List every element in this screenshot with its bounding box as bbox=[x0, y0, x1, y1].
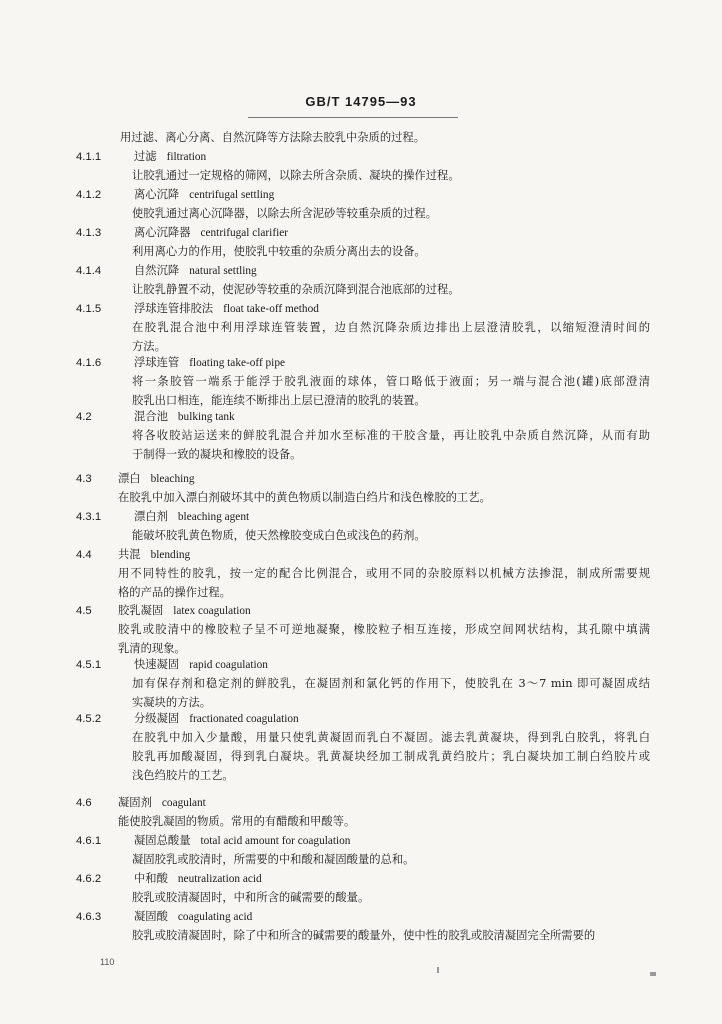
section-number: 4.3.1 bbox=[76, 511, 102, 523]
paragraph-line: 胶乳再加酸凝固，得到乳白凝块。乳黄凝块经加工制成乳黄绉胶片；乳白凝块加工制白绉胶片或 bbox=[132, 750, 650, 763]
term-heading bbox=[118, 796, 206, 810]
term-en: filtration bbox=[166, 151, 207, 163]
section-number: 4.6.3 bbox=[76, 911, 102, 923]
term-en: natural settling bbox=[189, 265, 257, 277]
term-en: centrifugal clarifier bbox=[200, 227, 288, 239]
term-zh: 快速凝固 bbox=[134, 658, 180, 671]
section-number: 4.1.3 bbox=[76, 227, 102, 239]
section-number: 4.2 bbox=[76, 411, 92, 423]
term-zh: 中和酸 bbox=[134, 872, 168, 885]
paragraph-line: 利用离心力的作用，使胶乳中较重的杂质分离出去的设备。 bbox=[132, 245, 426, 258]
term-zh: 离心沉降 bbox=[134, 188, 180, 201]
term-zh: 离心沉降器 bbox=[134, 226, 191, 239]
section-number: 4.3 bbox=[76, 473, 92, 485]
term-heading bbox=[134, 188, 274, 202]
paragraph-line: 用不同特性的胶乳，按一定的配合比例混合，或用不同的杂胶原料以机械方法掺混，制成所需要规 bbox=[118, 567, 650, 580]
paragraph-line: 在胶乳中加入漂白剂破坏其中的黄色物质以制造白绉片和浅色橡胶的工艺。 bbox=[118, 491, 491, 504]
term-en: coagulant bbox=[161, 797, 206, 809]
term-en: floating take-off pipe bbox=[189, 357, 285, 369]
paragraph-line: 将各收胶站运送来的鲜胶乳混合并加水至标准的干胶含量，再让胶乳中杂质自然沉降，从而有助 bbox=[132, 429, 650, 442]
term-en: fractionated coagulation bbox=[189, 713, 299, 725]
term-zh: 凝固酸 bbox=[134, 910, 168, 923]
term-en: total acid amount for coagulation bbox=[200, 835, 351, 847]
paragraph-line: 能使胶乳凝固的物质。常用的有醋酸和甲酸等。 bbox=[118, 815, 356, 828]
term-zh: 浮球连管 bbox=[134, 356, 180, 369]
term-en: blending bbox=[150, 549, 191, 561]
term-en: float take-off method bbox=[223, 303, 319, 315]
paragraph-line: 用过滤、离心分离、自然沉降等方法除去胶乳中杂质的过程。 bbox=[120, 131, 426, 144]
term-zh: 分级凝固 bbox=[134, 712, 180, 725]
term-heading bbox=[134, 226, 288, 240]
section-number: 4.6 bbox=[76, 797, 92, 809]
paragraph-line: 在胶乳中加入少量酸，用量只使乳黄凝固而乳白不凝固。滤去乳黄凝块，得到乳白胶乳，将乳白 bbox=[132, 731, 650, 744]
term-zh: 漂白剂 bbox=[134, 510, 168, 523]
paragraph-line: 胶乳或胶清凝固时，除了中和所含的碱需要的酸量外，使中性的胶乳或胶清凝固完全所需要的 bbox=[132, 929, 596, 942]
term-en: bleaching agent bbox=[177, 511, 250, 523]
term-heading bbox=[118, 548, 190, 562]
term-heading bbox=[134, 510, 249, 524]
term-zh: 混合池 bbox=[134, 410, 168, 423]
term-heading bbox=[134, 150, 206, 164]
section-number: 4.1.1 bbox=[76, 151, 102, 163]
term-heading bbox=[134, 410, 235, 424]
term-en: rapid coagulation bbox=[189, 659, 268, 671]
paragraph-line: 在胶乳混合池中利用浮球连管装置，边自然沉降杂质边排出上层澄清胶乳，以缩短澄清时间的 bbox=[132, 321, 650, 334]
paragraph-line: 于制得一致的凝块和橡胶的设备。 bbox=[132, 448, 302, 461]
page-number: 110 bbox=[100, 957, 115, 967]
term-en: coagulating acid bbox=[177, 911, 253, 923]
paragraph-line: 使胶乳通过离心沉降器，以除去所含泥砂等较重杂质的过程。 bbox=[132, 207, 438, 220]
section-number: 4.4 bbox=[76, 549, 92, 561]
term-zh: 自然沉降 bbox=[134, 264, 180, 277]
paragraph-line: 乳清的现象。 bbox=[118, 642, 186, 655]
term-en: bulking tank bbox=[177, 411, 235, 423]
term-zh: 胶乳凝固 bbox=[118, 604, 164, 617]
document-header: GB/T 14795—93 bbox=[305, 94, 417, 109]
paragraph-line: 实凝块的方法。 bbox=[132, 696, 212, 709]
section-number: 4.6.2 bbox=[76, 873, 102, 885]
section-number: 4.6.1 bbox=[76, 835, 102, 847]
term-heading bbox=[134, 910, 252, 924]
term-heading bbox=[134, 302, 319, 316]
section-number: 4.1.6 bbox=[76, 357, 102, 369]
term-heading bbox=[134, 356, 285, 370]
paragraph-line: 凝固胶乳或胶清时，所需要的中和酸和凝固酸量的总和。 bbox=[132, 853, 415, 866]
paragraph-line: 浅色绉胶片的工艺。 bbox=[132, 769, 234, 782]
paragraph-line: 格的产品的操作过程。 bbox=[118, 586, 231, 599]
section-number: 4.1.2 bbox=[76, 189, 102, 201]
section-number: 4.5.2 bbox=[76, 713, 102, 725]
section-number: 4.1.4 bbox=[76, 265, 102, 277]
term-en: neutralization acid bbox=[177, 873, 262, 885]
scan-mark bbox=[437, 967, 439, 973]
term-zh: 凝固总酸量 bbox=[134, 834, 191, 847]
paragraph-line: 加有保存剂和稳定剂的鲜胶乳，在凝固剂和氯化钙的作用下，使胶乳在 3～7 min 即可凝固成结 bbox=[132, 677, 650, 690]
term-heading bbox=[134, 712, 299, 726]
paragraph-line: 将一条胶管一端系于能浮于胶乳液面的球体，管口略低于液面；另一端与混合池(罐)底部澄清 bbox=[132, 375, 650, 388]
term-en: bleaching bbox=[150, 473, 195, 485]
term-heading bbox=[134, 872, 262, 886]
paragraph-line: 胶乳或胶清中的橡胶粒子呈不可逆地凝聚，橡胶粒子相互连接，形成空间网状结构，其孔隙中填满 bbox=[118, 623, 650, 636]
scan-mark bbox=[650, 972, 656, 976]
paragraph-line: 让胶乳静置不动，使泥砂等较重的杂质沉降到混合池底部的过程。 bbox=[132, 283, 460, 296]
term-zh: 过滤 bbox=[134, 150, 157, 163]
paragraph-line: 胶乳出口相连，能连续不断排出上层已澄清的胶乳的装置。 bbox=[132, 394, 426, 407]
term-zh: 共混 bbox=[118, 548, 141, 561]
paragraph-line: 胶乳或胶清凝固时，中和所含的碱需要的酸量。 bbox=[132, 891, 370, 904]
term-heading bbox=[118, 604, 251, 618]
term-heading bbox=[134, 834, 350, 848]
paragraph-line: 能破坏胶乳黄色物质，使天然橡胶变成白色或浅色的药剂。 bbox=[132, 529, 426, 542]
term-zh: 漂白 bbox=[118, 472, 141, 485]
term-heading bbox=[134, 658, 268, 672]
section-number: 4.5.1 bbox=[76, 659, 102, 671]
section-number: 4.5 bbox=[76, 605, 92, 617]
term-en: latex coagulation bbox=[173, 605, 251, 617]
term-heading bbox=[118, 472, 195, 486]
section-number: 4.1.5 bbox=[76, 303, 102, 315]
term-heading bbox=[134, 264, 257, 278]
term-zh: 浮球连管排胶法 bbox=[134, 302, 214, 315]
header-rule bbox=[248, 117, 458, 118]
term-zh: 凝固剂 bbox=[118, 796, 152, 809]
term-en: centrifugal settling bbox=[189, 189, 275, 201]
paragraph-line: 方法。 bbox=[132, 340, 166, 353]
paragraph-line: 让胶乳通过一定规格的筛网，以除去所含杂质、凝块的操作过程。 bbox=[132, 169, 460, 182]
